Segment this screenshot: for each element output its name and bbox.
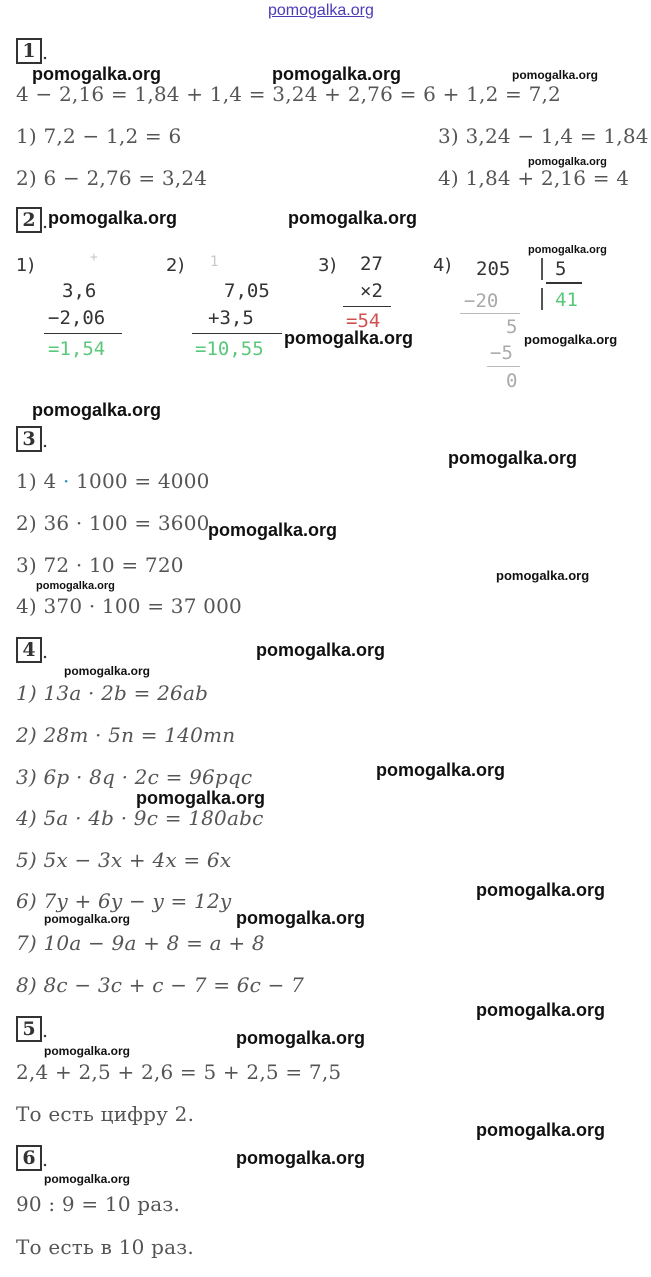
watermark: pomogalka.org (376, 760, 506, 780)
task-4-line-1: 1) 13a · 2b = 26ab (16, 681, 209, 705)
task-6-number: 6 (16, 1145, 42, 1171)
task-4-line-8: 8) 8c − 3c + c − 7 = 6c − 7 (16, 973, 305, 997)
calc-4-label: 4) (433, 255, 452, 276)
calc-2-operand-a: 7,05 (224, 280, 270, 302)
watermark: pomogalka.org (448, 448, 578, 468)
watermark: pomogalka.org (236, 908, 366, 928)
task-3-line-1: 1) 4 · 1000 = 4000 (16, 469, 210, 493)
division-quotient: 41 (555, 289, 578, 311)
calc-3-operand-a: 27 (360, 253, 383, 275)
watermark: pomogalka.org (288, 208, 418, 228)
division-divisor-rule (546, 282, 582, 284)
task-3-dot: . (42, 430, 49, 452)
task-6-dot: . (42, 1149, 49, 1171)
watermark: pomogalka.org (48, 208, 178, 228)
task-4-line-7: 7) 10a − 9a + 8 = a + 8 (16, 931, 265, 955)
division-rule-1 (460, 313, 520, 314)
task-3-line-2: 2) 36 · 100 = 3600 (16, 511, 210, 535)
watermark: pomogalka.org (528, 244, 607, 256)
task-6-line-2: То есть в 10 раз. (16, 1235, 194, 1259)
calc-1-operand-a: 3,6 (62, 280, 97, 302)
task-1-step-4: 4) 1,84 + 2,16 = 4 (438, 166, 630, 190)
task-3-line-4: 4) 370 · 100 = 37 000 (16, 594, 242, 618)
task-1-chain: 4 − 2,16 = 1,84 + 1,4 = 3,24 + 2,76 = 6 + 1,2 = 7,2 (16, 82, 561, 106)
division-bar-bottom (541, 288, 543, 310)
task-1-step-2: 2) 6 − 2,76 = 3,24 (16, 166, 208, 190)
calc-3-operand-b: ×2 (360, 280, 383, 302)
watermark: pomogalka.org (44, 1172, 131, 1186)
watermark: pomogalka.org (476, 1120, 606, 1140)
task-6-line-1: 90 : 9 = 10 раз. (16, 1192, 181, 1216)
watermark: pomogalka.org (496, 568, 590, 583)
task-3-line-3: 3) 72 · 10 = 720 (16, 553, 184, 577)
watermark: pomogalka.org (64, 664, 151, 678)
task-4-line-5: 5) 5x − 3x + 4x = 6x (16, 848, 232, 872)
watermark: pomogalka.org (32, 400, 162, 420)
watermark: pomogalka.org (284, 328, 414, 348)
task-5-dot: . (42, 1020, 49, 1042)
watermark: pomogalka.org (32, 64, 162, 84)
task-4-line-3: 3) 6p · 8q · 2c = 96pqc (16, 765, 253, 789)
calc-2-result: =10,55 (195, 338, 264, 360)
watermark: pomogalka.org (476, 880, 606, 900)
division-remainder-1: 5 (506, 316, 518, 338)
calc-1-operand-b: −2,06 (48, 307, 106, 329)
watermark: pomogalka.org (44, 912, 131, 926)
division-subtract-1: −20 (464, 290, 499, 312)
task-1-number: 1 (16, 38, 42, 64)
task-5-line-2: То есть цифру 2. (16, 1102, 195, 1126)
watermark: pomogalka.org (256, 640, 386, 660)
task-4-line-2: 2) 28m · 5n = 140mn (16, 723, 236, 747)
calc-3-rule (343, 306, 391, 307)
division-subtract-2: −5 (490, 342, 513, 364)
calc-1-label: 1) (16, 255, 35, 276)
watermark: pomogalka.org (136, 788, 266, 808)
task-2-dot: . (42, 211, 49, 233)
watermark: pomogalka.org (36, 580, 115, 592)
division-dividend: 205 (476, 258, 511, 280)
calc-2-rule (192, 333, 282, 334)
task-1-step-1: 1) 7,2 − 1,2 = 6 (16, 124, 182, 148)
watermark: pomogalka.org (524, 332, 618, 347)
watermark: pomogalka.org (208, 520, 338, 540)
task-1-step-3: 3) 3,24 − 1,4 = 1,84 (438, 124, 649, 148)
calc-1-rule (44, 333, 122, 334)
watermark: pomogalka.org (236, 1028, 366, 1048)
calc-3-label: 3) (318, 255, 337, 276)
calc-2-label: 2) (166, 255, 185, 276)
task-4-number: 4 (16, 637, 42, 663)
task-1-dot: . (42, 42, 49, 64)
watermark: pomogalka.org (528, 156, 607, 168)
division-divisor: 5 (555, 258, 567, 280)
task-5-line-1: 2,4 + 2,5 + 2,6 = 5 + 2,5 = 7,5 (16, 1060, 342, 1084)
task-4-line-4: 4) 5a · 4b · 9c = 180abc (16, 806, 264, 830)
task-4-line-6: 6) 7y + 6y − y = 12y (16, 889, 232, 913)
task-4-dot: . (42, 641, 49, 663)
division-bar-top (541, 258, 543, 280)
calc-2-carry: 1 (210, 254, 219, 270)
calc-2-operand-b: +3,5 (208, 307, 254, 329)
calc-1-result: =1,54 (48, 338, 106, 360)
site-link[interactable]: pomogalka.org (268, 2, 374, 19)
task-5-number: 5 (16, 1016, 42, 1042)
task-2-number: 2 (16, 207, 42, 233)
task-3-number: 3 (16, 426, 42, 452)
division-rule-2 (487, 366, 520, 367)
watermark: pomogalka.org (476, 1000, 606, 1020)
division-remainder-2: 0 (506, 370, 518, 392)
watermark: pomogalka.org (236, 1148, 366, 1168)
watermark: pomogalka.org (44, 1044, 131, 1058)
watermark: pomogalka.org (272, 64, 402, 84)
calc-3-result: =54 (346, 310, 381, 332)
calc-1-carry: + (90, 250, 98, 265)
watermark: pomogalka.org (512, 68, 599, 82)
